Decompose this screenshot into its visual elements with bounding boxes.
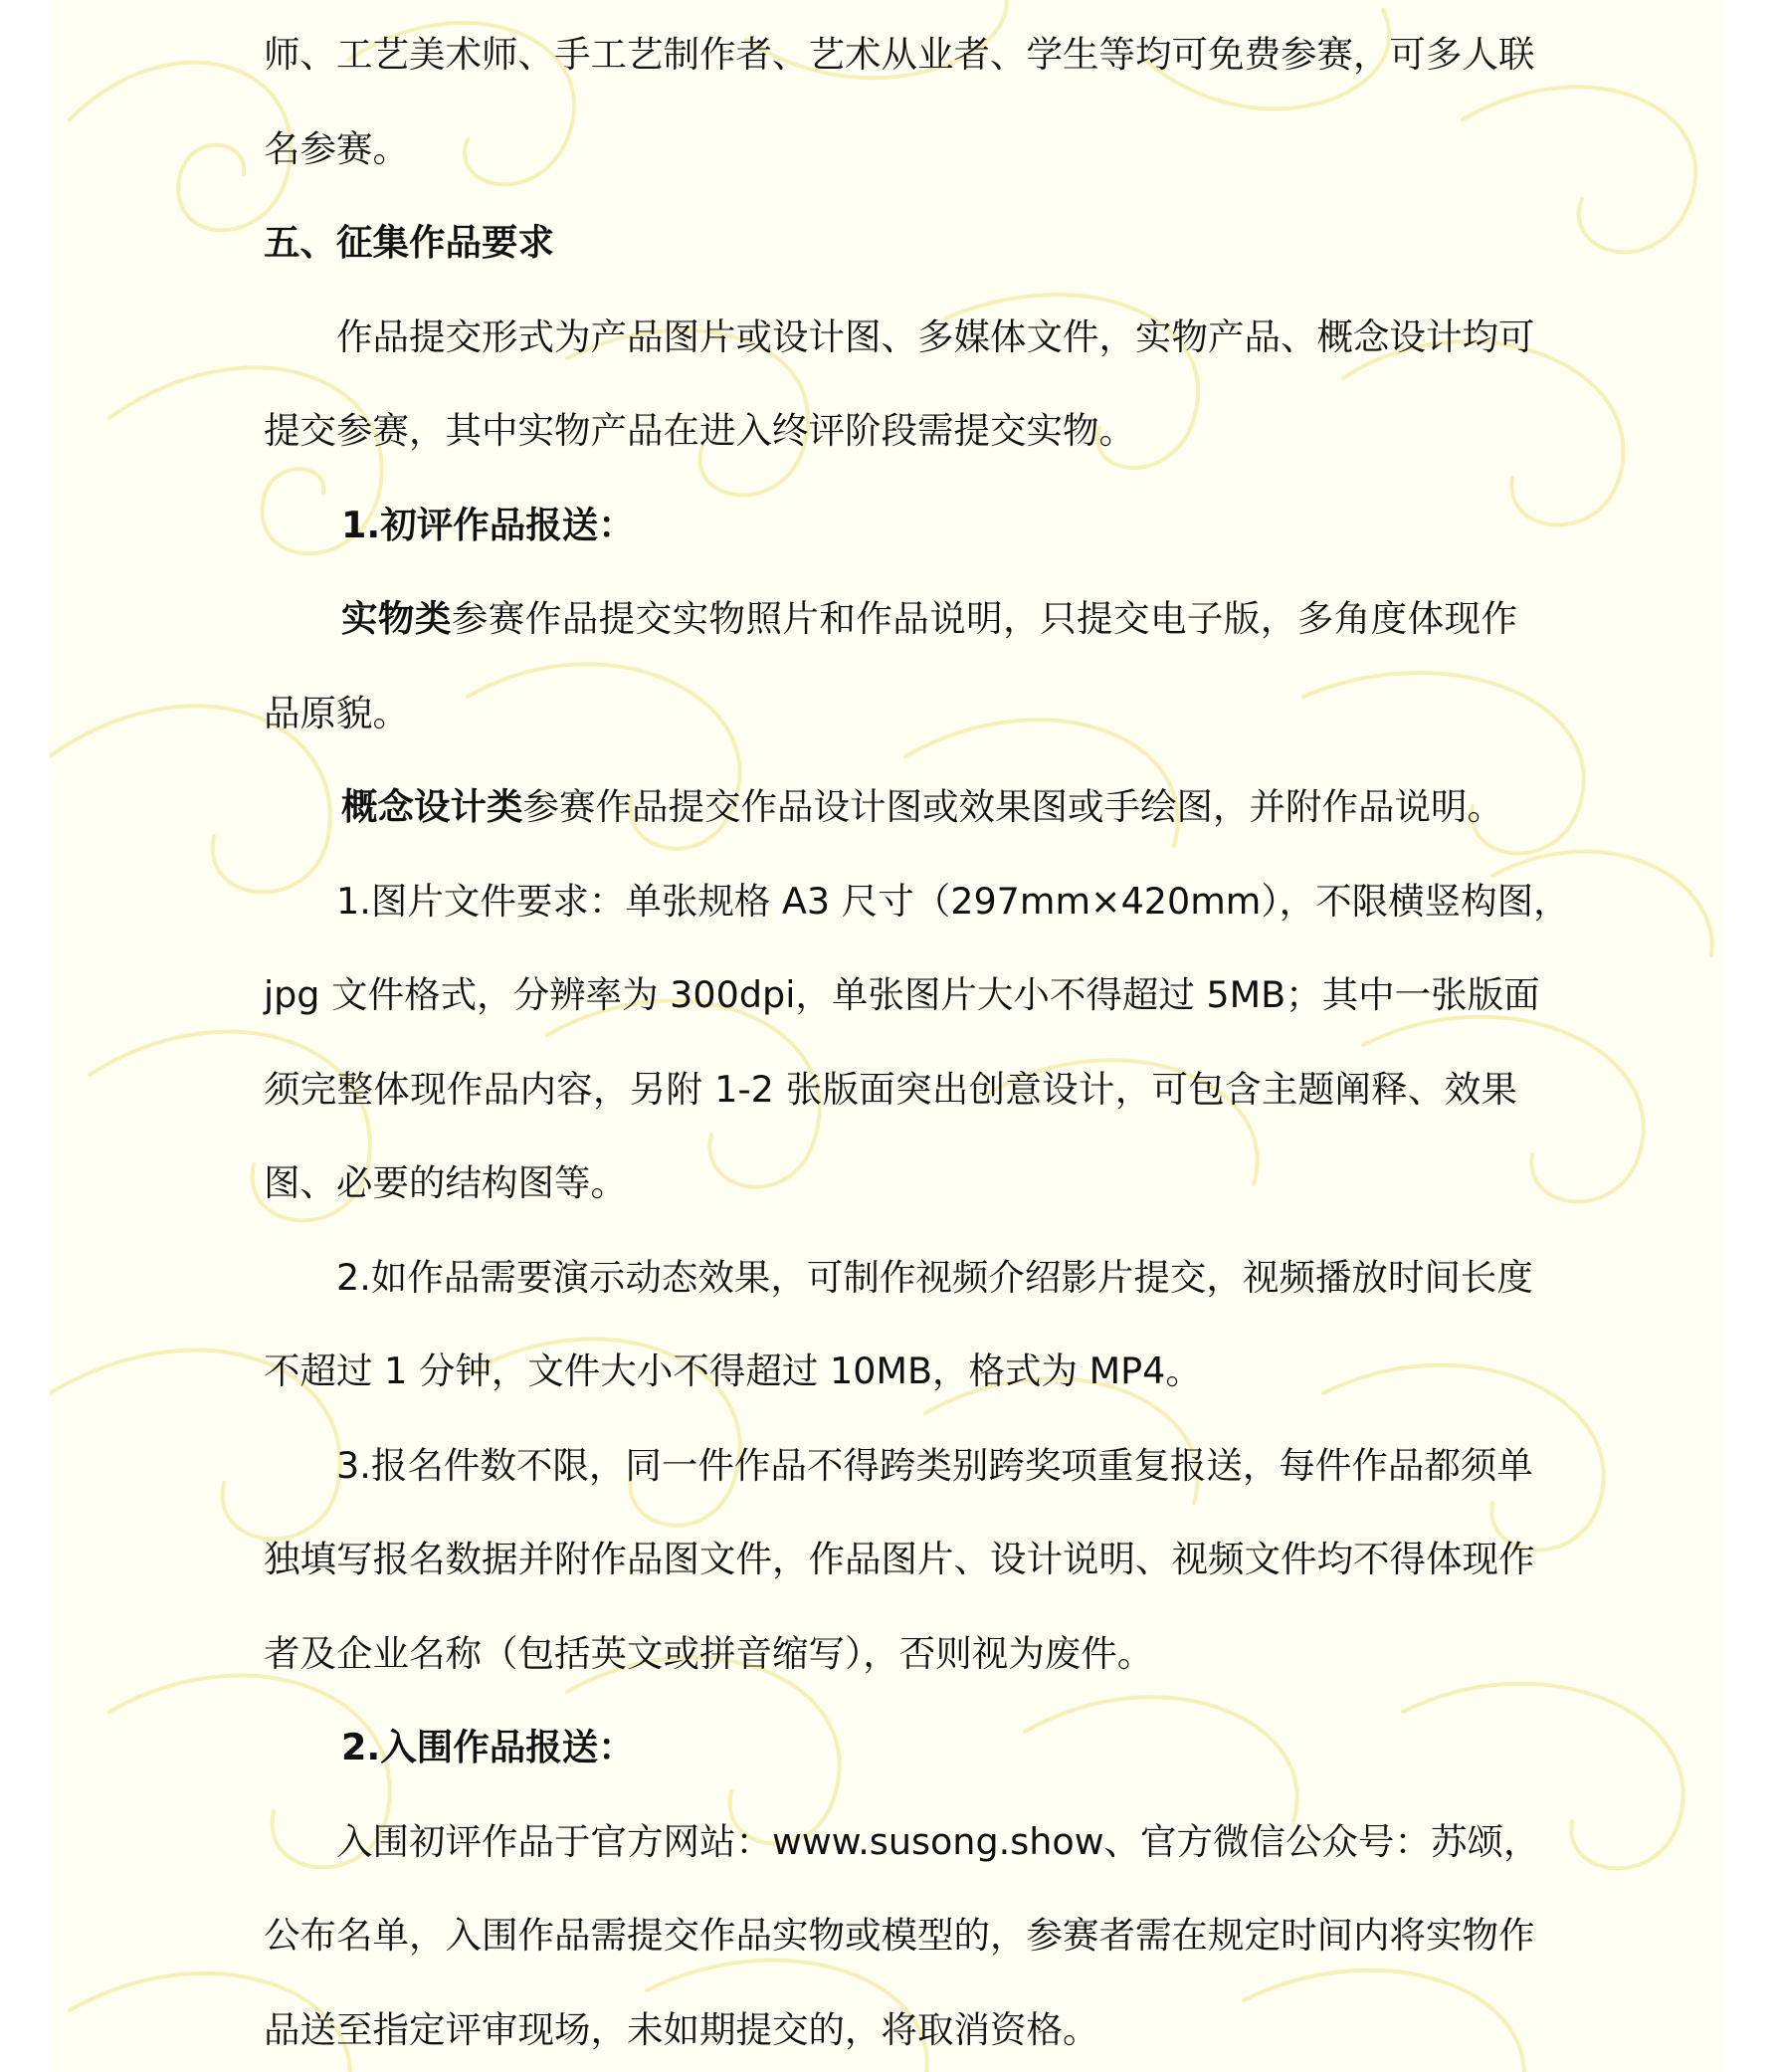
paragraph-line-12: 须完整体现作品内容，另附 1-2 张版面突出创意设计，可包含主题阐释、效果 [264, 1067, 1517, 1111]
paragraph-line-1: 师、工艺美术师、手工艺制作者、艺术从业者、学生等均可免费参赛，可多人联 [264, 33, 1535, 76]
paragraph-line-18: 者及企业名称（包括英文或拼音缩写），否则视为废件。 [264, 1631, 1154, 1675]
document-body [264, 8, 1570, 2072]
paragraph-line-15: 不超过 1 分钟，文件大小不得超过 10MB，格式为 MP4。 [264, 1349, 1202, 1392]
section-heading: 五、征集作品要求 [264, 221, 554, 264]
paragraph-line-17: 独填写报名数据并附作品图文件，作品图片、设计说明、视频文件均不得体现作 [264, 1538, 1535, 1580]
paragraph-line-13: 图、必要的结构图等。 [264, 1161, 627, 1204]
paragraph-line-2: 名参赛。 [264, 126, 409, 170]
paragraph-physical-category [264, 572, 1517, 667]
document-page [50, 0, 1725, 2072]
paragraph-line-11: jpg 文件格式，分辨率为 300dpi，单张图片大小不得超过 5MB；其中一张版面 [264, 973, 1540, 1016]
physical-category-text: 参赛作品提交实物照片和作品说明，只提交电子版，多角度体现作 [451, 597, 1518, 640]
paragraph-line-4: 作品提交形式为产品图片或设计图、多媒体文件，实物产品、概念设计均可 [336, 314, 1535, 358]
paragraph-line-16: 3.报名件数不限，同一件作品不得跨类别跨奖项重复报送，每件作品都须单 [336, 1443, 1533, 1487]
paragraph-concept-category [264, 760, 1517, 855]
paragraph-line-8: 品原貌。 [264, 691, 409, 734]
paragraph-line-14: 2.如作品需要演示动态效果，可制作视频介绍影片提交，视频播放时间长度 [336, 1255, 1533, 1299]
subheading-shortlist-submission: 2.入围作品报送： [341, 1726, 635, 1768]
paragraph-line-20: 入围初评作品于官方网站：www.susong.show、官方微信公众号：苏颂， [336, 1819, 1540, 1863]
paragraph-line-10: 1.图片文件要求：单张规格 A3 尺寸（297mm×420mm），不限横竖构图， [336, 879, 1570, 923]
subheading-preliminary-submission: 1.初评作品报送： [341, 503, 635, 546]
paragraph-line-22: 品送至指定评审现场，未如期提交的，将取消资格。 [264, 2007, 1099, 2051]
paragraph-line-5: 提交参赛，其中实物产品在进入终评阶段需提交实物。 [264, 409, 1135, 452]
concept-category-text: 参赛作品提交作品设计图或效果图或手绘图，并附作品说明。 [522, 785, 1503, 828]
paragraph-line-21: 公布名单，入围作品需提交作品实物或模型的，参赛者需在规定时间内将实物作 [264, 1914, 1535, 1957]
concept-category-label: 概念设计类 [341, 785, 523, 828]
physical-category-label: 实物类 [341, 597, 452, 640]
